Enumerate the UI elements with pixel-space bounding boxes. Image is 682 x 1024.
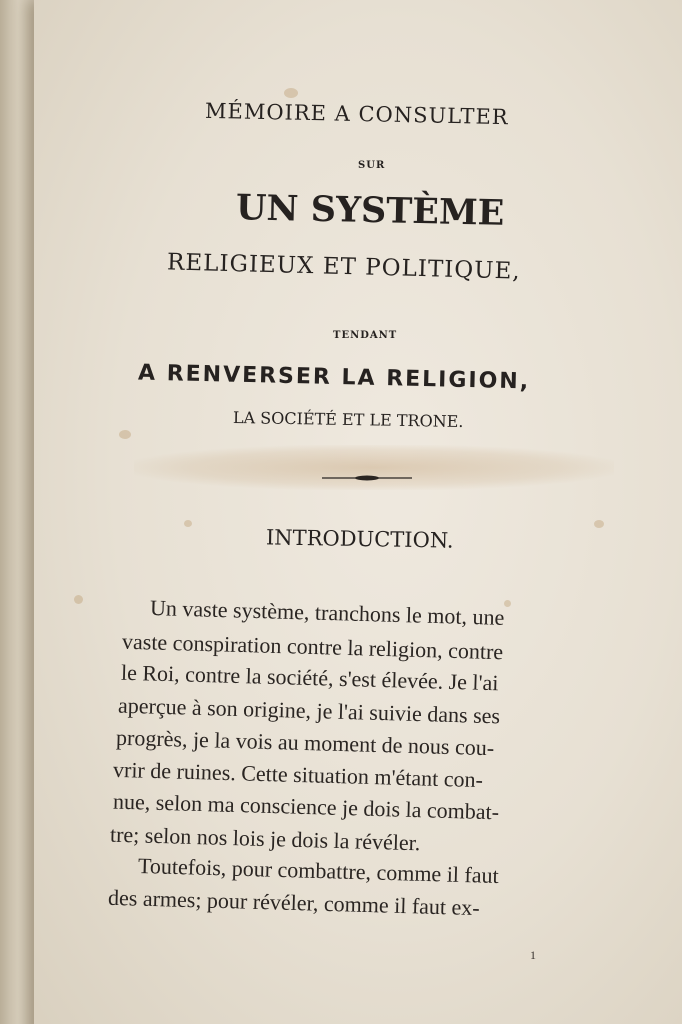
body-line-5: progrès, je la vois au moment de nous cou- — [115, 724, 495, 761]
body-line-10: des armes; pour révéler, comme il faut ex- — [107, 884, 481, 921]
title-line-5: TENDANT — [333, 330, 398, 341]
foxing-spot — [119, 430, 131, 439]
title-line-2: SUR — [358, 160, 386, 171]
body-line-2: vaste conspiration contre la religion, contre — [121, 628, 504, 665]
body-line-3: le Roi, contre la société, s'est élevée. Je l'ai — [120, 659, 499, 696]
body-line-7: nue, selon ma conscience je dois la combat- — [112, 788, 500, 825]
foxing-spot — [594, 520, 604, 528]
foxing-spot — [74, 595, 83, 604]
foxing-spot — [184, 520, 192, 527]
title-line-1: MÉMOIRE A CONSULTER — [204, 98, 509, 130]
body-line-9: Toutefois, pour combattre, comme il faut — [137, 852, 500, 889]
section-heading: INTRODUCTION. — [265, 525, 454, 553]
ornament-rule — [322, 474, 412, 482]
foxing-stain — [134, 445, 614, 490]
title-line-4: RELIGIEUX ET POLITIQUE, — [166, 249, 521, 285]
body-line-4: aperçue à son origine, je l'ai suivie dans ses — [117, 692, 501, 729]
title-line-6: A RENVERSER LA RELIGION, — [137, 360, 531, 395]
body-line-6: vrir de ruines. Cette situation m'étant con- — [112, 756, 484, 793]
body-line-1: Un vaste système, tranchons le mot, une — [149, 595, 505, 630]
title-line-7: LA SOCIÉTÉ ET LE TRONE. — [232, 407, 464, 432]
body-line-8: tre; selon nos lois je dois la révéler. — [109, 821, 421, 856]
title-line-3: UN SYSTÈME — [235, 187, 505, 234]
foxing-spot — [504, 600, 511, 607]
foxing-spot — [284, 88, 298, 98]
page-mark: 1 — [530, 948, 536, 962]
